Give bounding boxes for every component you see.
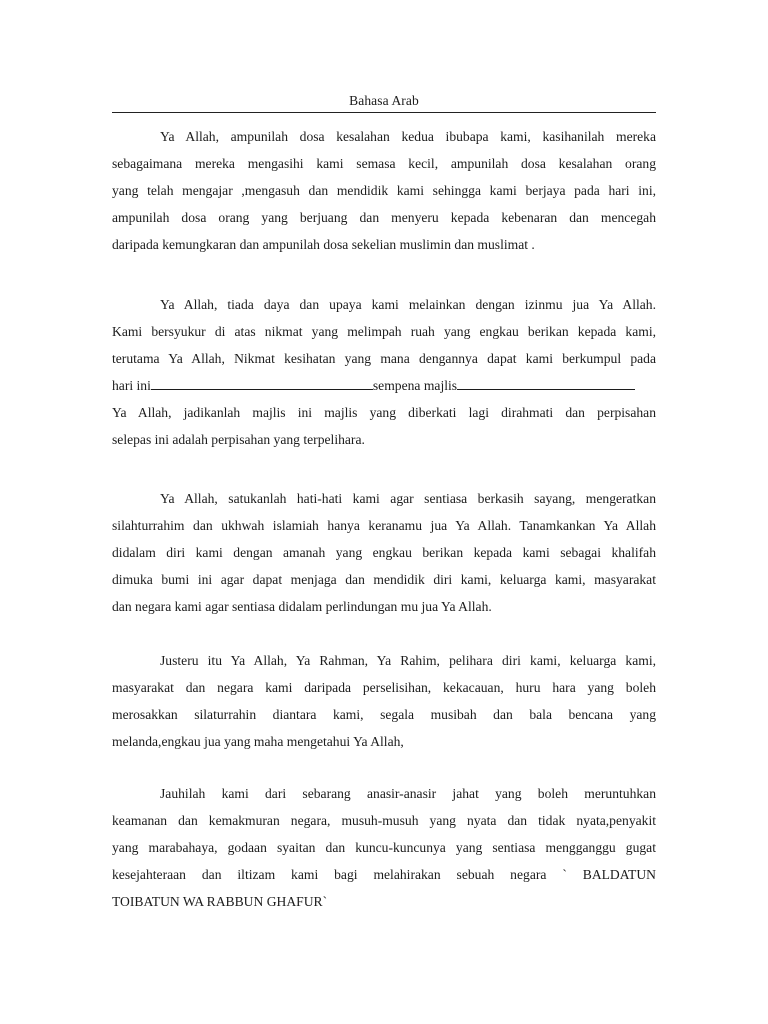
paragraph-line: Ya Allah, tiada daya dan upaya kami melainkan dengan izinmu jua Ya Allah. bbox=[160, 297, 656, 312]
paragraph-line: melanda,engkau jua yang maha mengetahui Ya Allah, bbox=[112, 734, 404, 749]
paragraph-4 bbox=[112, 647, 656, 755]
paragraph-line: kesejahteraan dan iltizam kami bagi melahirakan sebuah negara ` BALDATUN bbox=[112, 867, 656, 882]
paragraph-line: Ya Allah, ampunilah dosa kesalahan kedua ibubapa kami, kasihanilah mereka bbox=[160, 129, 656, 144]
paragraph-line: ampunilah dosa orang yang berjuang dan menyeru kepada kebenaran dan mencegah bbox=[112, 210, 656, 225]
header-divider bbox=[112, 112, 656, 113]
paragraph-line: merosakkan silaturrahin diantara kami, segala musibah dan bala bencana yang bbox=[112, 707, 656, 722]
paragraph-line: silahturrahim dan ukhwah islamiah hanya keranamu jua Ya Allah. Tanamkankan Ya Allah bbox=[112, 518, 656, 533]
paragraph-line: dimuka bumi ini agar dapat menjaga dan mendidik diri kami, keluarga kami, masyarakat bbox=[112, 572, 656, 587]
paragraph-line: yang marabahaya, godaan syaitan dan kuncu-kuncunya yang sentiasa mengganggu gugat bbox=[112, 840, 656, 855]
paragraph-line: daripada kemungkaran dan ampunilah dosa sekelian muslimin dan muslimat . bbox=[112, 237, 535, 252]
paragraph-line: TOIBATUN WA RABBUN GHAFUR` bbox=[112, 894, 328, 909]
paragraph-2 bbox=[112, 291, 656, 453]
paragraph-line: yang telah mengajar ,mengasuh dan mendidik kami sehingga kami berjaya pada hari ini, bbox=[112, 183, 656, 198]
paragraph-line: Ya Allah, satukanlah hati-hati kami agar sentiasa berkasih sayang, mengeratkan bbox=[160, 491, 656, 506]
paragraph-line: selepas ini adalah perpisahan yang terpelihara. bbox=[112, 432, 365, 447]
paragraph-line: dan negara kami agar sentiasa didalam perlindungan mu jua Ya Allah. bbox=[112, 599, 492, 614]
blank-field-event[interactable] bbox=[457, 377, 635, 390]
paragraph-1 bbox=[112, 123, 656, 258]
paragraph-line: terutama Ya Allah, Nikmat kesihatan yang mana dengannya dapat kami berkumpul pada bbox=[112, 351, 656, 366]
paragraph-line: sebagaimana mereka mengasihi kami semasa kecil, ampunilah dosa kesalahan orang bbox=[112, 156, 656, 171]
fill-in-label-event: sempena majlis bbox=[372, 378, 458, 393]
paragraph-line: Jauhilah kami dari sebarang anasir-anasir jahat yang boleh meruntuhkan bbox=[160, 786, 656, 801]
paragraph-5 bbox=[112, 780, 656, 915]
paragraph-line: didalam diri kami dengan amanah yang engkau berikan kepada kami sebagai khalifah bbox=[112, 545, 656, 560]
paragraph-line: masyarakat dan negara kami daripada perselisihan, kekacauan, huru hara yang boleh bbox=[112, 680, 656, 695]
fill-in-label-date: hari ini bbox=[112, 378, 151, 393]
blank-field-date[interactable] bbox=[151, 377, 373, 390]
paragraph-line: Justeru itu Ya Allah, Ya Rahman, Ya Rahim, pelihara diri kami, keluarga kami, bbox=[160, 653, 656, 668]
paragraph-line: keamanan dan kemakmuran negara, musuh-musuh yang nyata dan tidak nyata,penyakit bbox=[112, 813, 656, 828]
paragraph-line: Kami bersyukur di atas nikmat yang melimpah ruah yang engkau berikan kepada kami, bbox=[112, 324, 656, 339]
fill-in-line bbox=[112, 372, 656, 399]
paragraph-line: Ya Allah, jadikanlah majlis ini majlis yang diberkati lagi dirahmati dan perpisahan bbox=[112, 405, 656, 420]
page-header-title: Bahasa Arab bbox=[349, 93, 419, 108]
paragraph-3 bbox=[112, 485, 656, 620]
document-page bbox=[112, 0, 656, 1024]
